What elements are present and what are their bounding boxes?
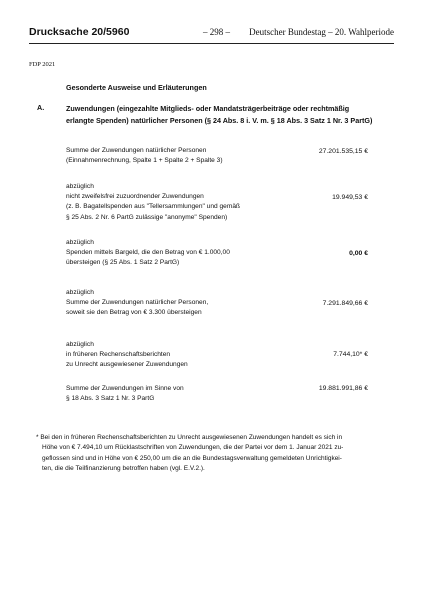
item-line: Summe der Zuwendungen natürlicher Personen,	[66, 299, 209, 307]
page-header	[29, 26, 394, 42]
item-amount: 27.201.535,15 €	[318, 148, 368, 155]
item-amount: 19.881.991,86 €	[318, 385, 368, 392]
party-line: FDP 2021	[29, 61, 56, 68]
item-line: soweit sie den Betrag von € 3.300 übersteigen	[66, 309, 202, 317]
item-over-threshold	[66, 288, 306, 319]
item-line: abzüglich	[66, 183, 94, 190]
item-line: abzüglich	[66, 289, 94, 296]
footnote-line: * Bei den in früheren Rechenschaftsberichten zu Unrecht ausgewiesenen Zuwendungen handelt es sich in	[36, 434, 343, 441]
item-total-natural-persons	[66, 146, 306, 166]
item-prior-reports	[66, 340, 306, 371]
bundestag-period: Deutscher Bundestag – 20. Wahlperiode	[249, 27, 394, 37]
item-line: abzüglich	[66, 239, 94, 246]
item-amount: 7.291.849,66 €	[322, 300, 368, 307]
footnote-line: Höhe von € 7.494,10 um Rücklastschriften von Zuwendungen, die der Partei vor dem 1. Januar 2021 zu-	[42, 444, 344, 452]
footnote-line: geflossen sind und in Höhe von € 250,00 um die an die Bundestagsverwaltung gemeldeten Unrichtigkei-	[42, 454, 342, 462]
header-rule	[29, 43, 394, 44]
item-line: § 25 Abs. 2 Nr. 6 PartG zulässige "anonyme" Spenden)	[66, 213, 228, 221]
item-final-sum	[66, 384, 306, 404]
item-line: übersteigen (§ 25 Abs. 1 Satz 2 PartG)	[66, 259, 180, 267]
item-line: (Einnahmenrechnung, Spalte 1 + Spalte 2 + Spalte 3)	[66, 157, 223, 165]
item-line: § 18 Abs. 3 Satz 1 Nr. 3 PartG	[66, 395, 155, 403]
item-amount: 7.744,10* €	[333, 351, 368, 358]
page-number: – 298 –	[203, 27, 230, 37]
item-amount: 0,00 €	[349, 250, 368, 257]
section-title: Gesonderte Ausweise und Erläuterungen	[66, 83, 207, 92]
item-line: abzüglich	[66, 341, 94, 348]
subsection-title: Zuwendungen (eingezahlte Mitglieds- oder Mandatsträgerbeiträge oder rechtmäßig erlangte Spenden) natürlicher Personen (§ 24 Abs. 8 i. V. m. § 18 Abs. 3 Satz 1 Nr. 3 PartG)	[66, 104, 373, 125]
item-unassignable-donations	[66, 182, 306, 223]
item-line: Spenden mittels Bargeld, die den Betrag von € 1.000,00	[66, 249, 230, 257]
subsection-letter: A.	[37, 103, 45, 112]
item-line: zu Unrecht ausgewiesener Zuwendungen	[66, 361, 188, 369]
item-cash-donations	[66, 238, 306, 269]
footnote-line: ten, die die Teilfinanzierung betroffen haben (vgl. E.V.2.).	[42, 464, 205, 472]
item-line: in früheren Rechenschaftsberichten	[66, 351, 171, 359]
item-line: nicht zweifelsfrei zuzuordnender Zuwendungen	[66, 193, 204, 201]
footnote	[36, 433, 388, 474]
item-amount: 19.949,53 €	[332, 194, 368, 201]
item-line: (z. B. Bagatellspenden aus "Tellersammlungen" und gemäß	[66, 203, 241, 211]
item-line: Summe der Zuwendungen im Sinne von	[66, 385, 184, 392]
document-number: Drucksache 20/5960	[29, 26, 130, 38]
item-line: Summe der Zuwendungen natürlicher Personen	[66, 147, 207, 154]
